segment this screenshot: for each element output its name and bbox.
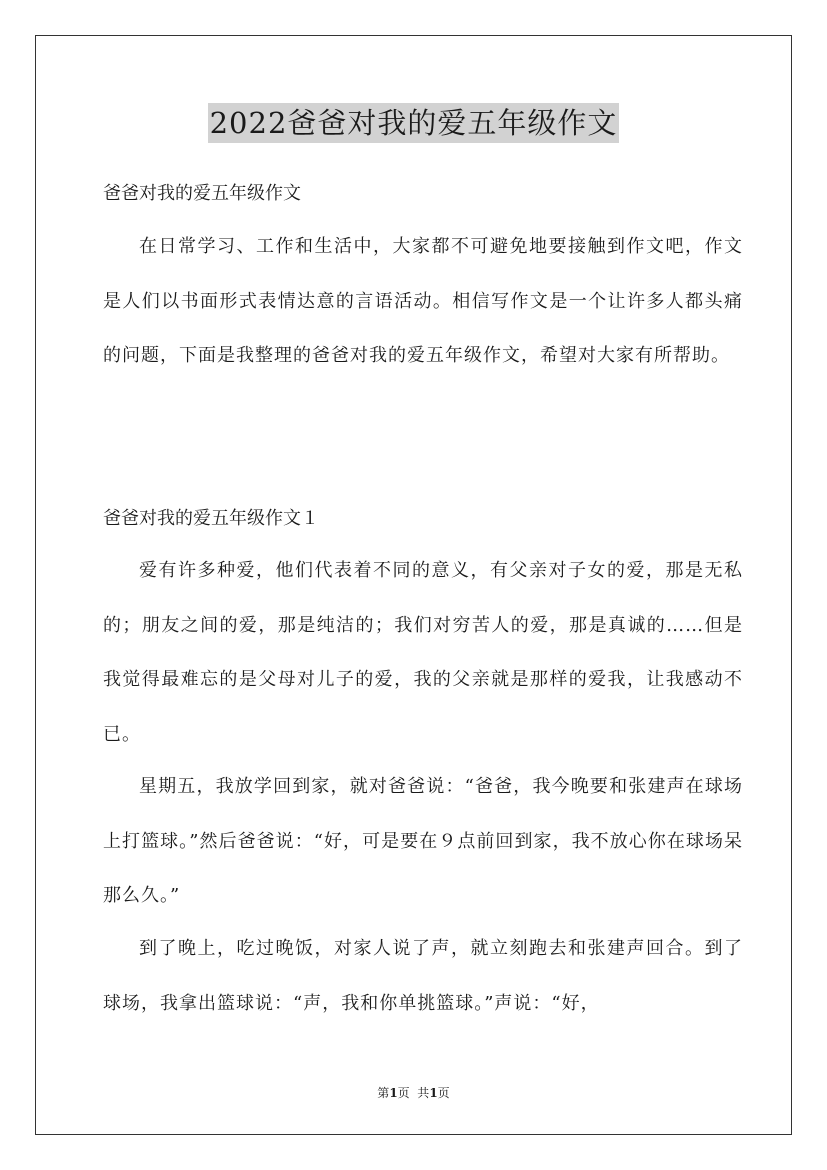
document-title: 2022爸爸对我的爱五年级作文 bbox=[208, 103, 620, 143]
title-container bbox=[0, 103, 827, 143]
intro-paragraph: 在日常学习、工作和生活中，大家都不可避免地要接触到作文吧，作文是人们以书面形式表情达意的言语活动。相信写作文是一个让许多人都头痛的问题，下面是我整理的爸爸对我的爱五年级作文，希望对大家有所帮助。 bbox=[103, 236, 743, 366]
footer-suffix: 页 bbox=[437, 1086, 450, 1100]
body-paragraph-3: 到了晚上，吃过晚饭，对家人说了声，就立刻跑去和张建声回合。到了球场，我拿出篮球说：“声，我和你单挑篮球。”声说：“好， bbox=[103, 938, 743, 1014]
document-heading: 爸爸对我的爱五年级作文 bbox=[103, 183, 301, 204]
section-title: 爸爸对我的爱五年级作文１ bbox=[103, 508, 319, 529]
body-paragraph-1: 爱有许多种爱，他们代表着不同的意义，有父亲对子女的爱，那是无私的；朋友之间的爱，那是纯洁的；我们对穷苦人的爱，那是真诚的……但是我觉得最难忘的是父母对儿子的爱，我的父亲就是那样的爱我，让我感动不已。 bbox=[103, 560, 743, 745]
footer-page-current: 1 bbox=[389, 1086, 398, 1100]
footer-prefix: 第 bbox=[377, 1086, 390, 1100]
footer-page-total: 1 bbox=[429, 1086, 438, 1100]
body-paragraph-2: 星期五，我放学回到家，就对爸爸说：“爸爸，我今晚要和张建声在球场上打篮球。”然后爸爸说：“好，可是要在９点前回到家，我不放心你在球场呆那么久。” bbox=[103, 776, 743, 906]
page-footer bbox=[0, 1085, 827, 1101]
footer-mid: 页 共 bbox=[397, 1086, 430, 1100]
